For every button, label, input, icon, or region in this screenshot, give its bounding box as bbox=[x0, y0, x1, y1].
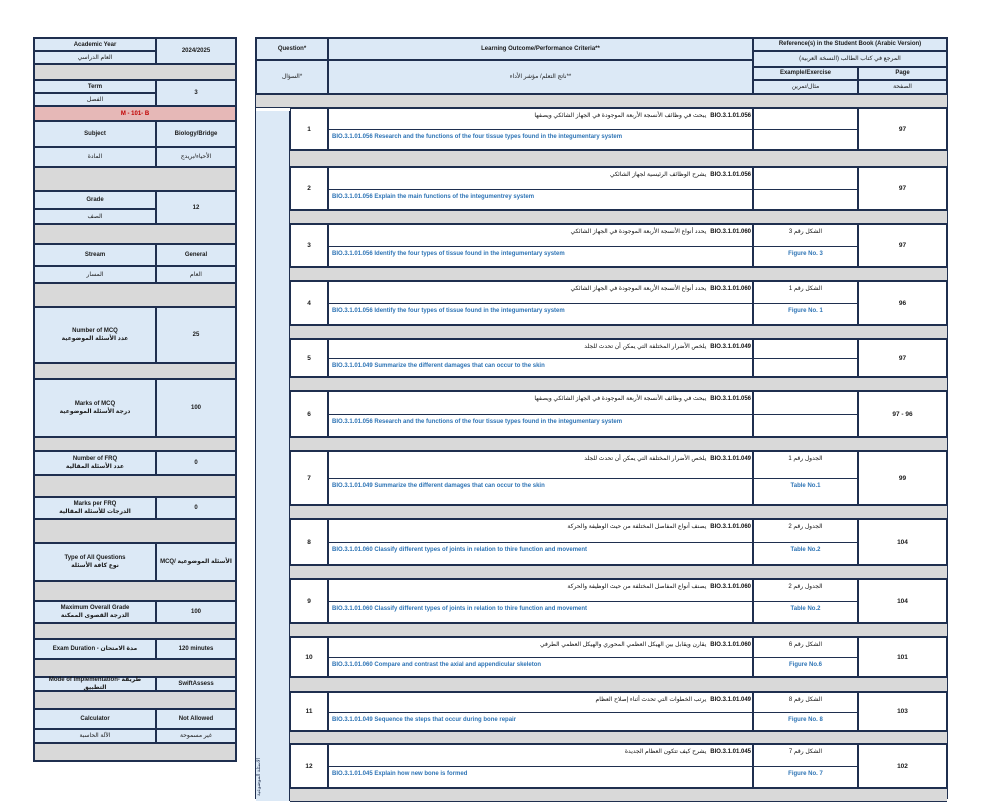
question-number: 9 bbox=[307, 597, 311, 605]
example-arabic: الشكل رقم 1 bbox=[788, 286, 823, 292]
outcome-arabic-text: يشرح كيف تتكون العظام الجديدة bbox=[624, 749, 707, 755]
example-divider bbox=[753, 189, 858, 190]
header-reference-ar: المرجع في كتاب الطالب (النسخة العربية) bbox=[753, 51, 947, 67]
mcq-count-label-en: Number of MCQ bbox=[72, 328, 118, 334]
question-number: 2 bbox=[307, 185, 311, 192]
outcome-english: BIO.3.1.01.056 Research and the functions of the four tissue types found in the integumentary system bbox=[332, 419, 623, 425]
outcome-arabic bbox=[571, 228, 751, 235]
academic-year-label: Academic Year bbox=[34, 38, 156, 51]
header-outcome-ar: ناتج التعلم/ مؤشر الأداء** bbox=[328, 60, 753, 94]
max-grade-label bbox=[34, 601, 156, 623]
example-divider bbox=[753, 358, 858, 359]
separator bbox=[290, 677, 947, 692]
example-arabic: الشكل رقم 3 bbox=[788, 229, 823, 235]
outcome-code: BIO.3.1.01.060 bbox=[710, 524, 751, 530]
stream-value-ar: العام bbox=[156, 266, 236, 283]
page-number: 104 bbox=[897, 538, 908, 546]
page-number: 97 bbox=[898, 354, 907, 362]
separator bbox=[290, 565, 947, 579]
outcome-arabic-text: يلخص الأضرار المختلفة التي يمكن أن تحدث للجلد bbox=[584, 456, 707, 462]
outcome-arabic bbox=[584, 455, 751, 462]
outcome-english: BIO.3.1.01.049 Sequence the steps that occur during bone repair bbox=[332, 717, 517, 723]
calculator-value-ar: غير مسموحة bbox=[156, 729, 236, 743]
grade-label: Grade bbox=[34, 191, 156, 209]
header-example-ar: مثال/تمرين bbox=[753, 80, 858, 94]
separator bbox=[290, 505, 947, 519]
outcome-arabic-text: يبحث في وظائف الأنسجة الأربعة الموجودة في الجهاز الشائكي ويصفها bbox=[534, 113, 707, 119]
outcome-english: BIO.3.1.01.049 Summarize the different damages that can occur to the skin bbox=[332, 363, 545, 369]
example-divider bbox=[753, 657, 858, 658]
outcome-arabic bbox=[534, 112, 751, 119]
outcome-divider bbox=[328, 478, 753, 479]
academic-year-value: 2024/2025 bbox=[156, 38, 236, 64]
mcq-count-label-ar: عدد الأسئلة الموضوعية bbox=[61, 336, 129, 342]
outcome-arabic-text: يصنف أنواع المفاصل المختلفة من حيث الوظيفة والحركة bbox=[567, 584, 707, 590]
duration-value: 120 minutes bbox=[156, 639, 236, 659]
outcome-arabic-text: يشرح الوظائف الرئيسية لجهاز الشائكي bbox=[609, 172, 707, 178]
example-english: Figure No. 8 bbox=[788, 717, 823, 723]
section-sidebar-label: الأسئلة الموضوعية bbox=[256, 757, 262, 796]
duration-label: Exam Duration - مدة الامتحان bbox=[34, 639, 156, 659]
frq-count-label-en: Number of FRQ bbox=[72, 456, 118, 462]
outcome-english: BIO.3.1.01.060 Compare and contrast the axial and appendicular skeleton bbox=[332, 662, 542, 668]
outcome-english: BIO.3.1.01.056 Research and the functions of the four tissue types found in the integumentary system bbox=[332, 134, 623, 140]
question-number: 4 bbox=[307, 299, 311, 307]
outcome-divider bbox=[328, 542, 753, 543]
outcome-arabic-text: يحدد أنواع الأنسجة الأربعة الموجودة في الجهاز الشائكي bbox=[570, 286, 707, 292]
separator bbox=[34, 363, 236, 379]
frq-marks-label-en: Marks per FRQ bbox=[73, 501, 117, 507]
outcome-english: BIO.3.1.01.045 Explain how new bone is formed bbox=[332, 771, 468, 777]
exam-info-table bbox=[33, 37, 237, 762]
example-divider bbox=[753, 766, 858, 767]
learning-outcomes-table bbox=[255, 37, 948, 799]
example-english: Figure No. 7 bbox=[788, 771, 823, 777]
mcq-count-label bbox=[34, 307, 156, 363]
subject-value-ar: الأحياء/بريدج bbox=[156, 147, 236, 167]
outcome-code: BIO.3.1.01.056 bbox=[710, 113, 751, 119]
separator bbox=[290, 325, 947, 339]
separator bbox=[290, 623, 947, 637]
separator bbox=[34, 437, 236, 451]
question-number: 1 bbox=[307, 125, 311, 133]
term-label: Term bbox=[34, 80, 156, 93]
header-question: Question* bbox=[256, 38, 328, 60]
separator bbox=[290, 150, 947, 167]
header-reference: Reference(s) in the Student Book (Arabic Version) bbox=[753, 38, 947, 51]
page-number: 97 bbox=[898, 125, 907, 133]
example-divider bbox=[753, 129, 858, 130]
separator bbox=[34, 64, 236, 80]
header-page: Page bbox=[858, 67, 947, 80]
page-number: 102 bbox=[897, 762, 908, 770]
example-divider bbox=[753, 246, 858, 247]
separator bbox=[34, 475, 236, 497]
outcome-arabic bbox=[584, 343, 751, 350]
question-type-label-ar: نوع كافة الأسئلة bbox=[71, 563, 119, 569]
mcq-marks-value: 100 bbox=[156, 379, 236, 437]
question-number: 8 bbox=[307, 538, 311, 546]
example-english: Figure No. 3 bbox=[788, 251, 823, 257]
outcome-arabic-text: يصنف أنواع المفاصل المختلفة من حيث الوظيفة والحركة bbox=[567, 524, 707, 530]
outcome-arabic bbox=[610, 171, 751, 178]
page-number: 97 bbox=[898, 185, 907, 192]
outcome-english: BIO.3.1.01.056 Explain the main functions of the integumentrey system bbox=[332, 194, 535, 200]
outcome-arabic-text: يقارن ويقابل بين الهيكل العظمي المحوري والهيكل العظمي الطرفي bbox=[539, 642, 707, 648]
outcome-arabic bbox=[596, 696, 751, 703]
separator bbox=[34, 224, 236, 244]
separator bbox=[34, 167, 236, 191]
separator bbox=[290, 437, 947, 451]
question-number: 12 bbox=[305, 762, 313, 770]
frq-count-value: 0 bbox=[156, 451, 236, 475]
separator bbox=[34, 691, 236, 709]
outcome-arabic bbox=[540, 641, 751, 648]
outcome-code: BIO.3.1.01.056 bbox=[710, 396, 751, 402]
outcome-divider bbox=[328, 303, 753, 304]
example-divider bbox=[753, 712, 858, 713]
max-grade-value: 100 bbox=[156, 601, 236, 623]
calculator-label-ar: الآلة الحاسبة bbox=[34, 729, 156, 743]
page-number: 104 bbox=[897, 597, 908, 605]
outcome-english: BIO.3.1.01.056 Identify the four types of tissue found in the integumentary system bbox=[332, 251, 565, 257]
outcome-english: BIO.3.1.01.060 Classify different types of joints in relation to thire function and movement bbox=[332, 606, 588, 612]
outcome-arabic-text: يحدد أنواع الأنسجة الأربعة الموجودة في الجهاز الشائكي bbox=[570, 229, 707, 235]
example-divider bbox=[753, 414, 858, 415]
outcome-arabic-text: يرتب الخطوات التي تحدث أثناء إصلاح العظام bbox=[595, 697, 707, 703]
separator bbox=[290, 377, 947, 391]
example-divider bbox=[753, 542, 858, 543]
mcq-marks-label bbox=[34, 379, 156, 437]
example-arabic: الشكل رقم 7 bbox=[788, 749, 823, 755]
grade-value: 12 bbox=[156, 191, 236, 224]
subject-value: Biology/Bridge bbox=[156, 121, 236, 147]
separator bbox=[256, 94, 947, 108]
section-sidebar bbox=[256, 111, 290, 801]
example-english: Table No.2 bbox=[790, 606, 821, 612]
frq-marks-label-ar: الدرجات للأسئلة المقالية bbox=[59, 509, 131, 515]
subject-label-ar: المادة bbox=[34, 147, 156, 167]
page-number: 103 bbox=[897, 708, 908, 715]
question-number: 11 bbox=[305, 708, 313, 715]
separator bbox=[34, 659, 236, 677]
example-arabic: الجدول رقم 2 bbox=[788, 584, 823, 590]
academic-year-label-ar: العام الدراسي bbox=[34, 51, 156, 64]
mcq-count-value: 25 bbox=[156, 307, 236, 363]
course-code: M - 101- B bbox=[34, 106, 236, 121]
header-outcome: Learning Outcome/Performance Criteria** bbox=[328, 38, 753, 60]
separator bbox=[290, 267, 947, 281]
separator bbox=[290, 731, 947, 744]
example-divider bbox=[753, 478, 858, 479]
example-english: Figure No. 1 bbox=[788, 308, 823, 314]
mode-value: SwiftAssess bbox=[156, 677, 236, 691]
frq-count-label bbox=[34, 451, 156, 475]
separator bbox=[290, 210, 947, 224]
question-type-label bbox=[34, 543, 156, 581]
separator bbox=[34, 519, 236, 543]
example-arabic: الشكل رقم 6 bbox=[788, 642, 823, 648]
stream-label: Stream bbox=[34, 244, 156, 266]
example-divider bbox=[753, 303, 858, 304]
example-arabic: الجدول رقم 1 bbox=[788, 456, 823, 462]
page-number: 99 bbox=[898, 474, 907, 482]
calculator-label: Calculator bbox=[34, 709, 156, 729]
page-number: 96 bbox=[898, 299, 907, 307]
outcome-arabic bbox=[567, 583, 751, 590]
question-number: 3 bbox=[307, 242, 311, 249]
example-english: Figure No.6 bbox=[788, 662, 822, 668]
term-value: 3 bbox=[156, 80, 236, 106]
outcome-divider bbox=[328, 189, 753, 190]
outcome-arabic-text: يبحث في وظائف الأنسجة الأربعة الموجودة في الجهاز الشائكي ويصفها bbox=[534, 396, 707, 402]
outcome-english: BIO.3.1.01.060 Classify different types of joints in relation to thire function and movement bbox=[332, 547, 588, 553]
stream-value: General bbox=[156, 244, 236, 266]
question-type-value: MCQ/ الأسئلة الموضوعية bbox=[156, 543, 236, 581]
calculator-value: Not Allowed bbox=[156, 709, 236, 729]
outcome-english: BIO.3.1.01.049 Summarize the different damages that can occur to the skin bbox=[332, 483, 545, 489]
example-arabic: الشكل رقم 8 bbox=[788, 697, 823, 703]
mcq-marks-label-ar: درجة الأسئلة الموضوعية bbox=[59, 409, 131, 415]
question-number: 6 bbox=[307, 410, 311, 418]
separator bbox=[34, 743, 236, 761]
outcome-divider bbox=[328, 246, 753, 247]
header-page-ar: الصفحة bbox=[858, 80, 947, 94]
outcome-code: BIO.3.1.01.049 bbox=[710, 697, 751, 703]
outcome-code: BIO.3.1.01.060 bbox=[710, 229, 751, 235]
outcome-arabic bbox=[571, 285, 751, 292]
page-number: 101 bbox=[897, 653, 908, 661]
outcome-arabic-text: يلخص الأضرار المختلفة التي يمكن أن تحدث للجلد bbox=[584, 344, 707, 350]
question-type-label-en: Type of All Questions bbox=[64, 555, 126, 561]
stream-label-ar: المسار bbox=[34, 266, 156, 283]
frq-marks-value: 0 bbox=[156, 497, 236, 519]
outcome-code: BIO.3.1.01.045 bbox=[710, 749, 751, 755]
page-number: 97 - 96 bbox=[892, 410, 913, 418]
example-english: Table No.1 bbox=[790, 483, 821, 489]
outcome-english: BIO.3.1.01.056 Identify the four types of tissue found in the integumentary system bbox=[332, 308, 565, 314]
separator bbox=[290, 788, 947, 802]
outcome-divider bbox=[328, 129, 753, 130]
mcq-marks-label-en: Marks of MCQ bbox=[74, 401, 116, 407]
max-grade-label-en: Maximum Overall Grade bbox=[60, 605, 130, 611]
question-number: 7 bbox=[307, 474, 311, 482]
outcome-divider bbox=[328, 601, 753, 602]
outcome-divider bbox=[328, 657, 753, 658]
example-english: Table No.2 bbox=[790, 547, 821, 553]
question-number: 10 bbox=[305, 653, 313, 661]
outcome-code: BIO.3.1.01.056 bbox=[710, 172, 751, 178]
mode-label: Mode of Implementation- طريقة التطبيق bbox=[34, 677, 156, 691]
outcome-arabic bbox=[534, 395, 751, 402]
max-grade-label-ar: الدرجة القصوى الممكنة bbox=[60, 613, 130, 619]
outcome-code: BIO.3.1.01.049 bbox=[710, 344, 751, 350]
frq-count-label-ar: عدد الأسئلة المقالية bbox=[65, 464, 125, 470]
grade-label-ar: الصف bbox=[34, 209, 156, 224]
example-arabic: الجدول رقم 2 bbox=[788, 524, 823, 530]
outcome-arabic bbox=[567, 523, 751, 530]
page-number: 97 bbox=[898, 242, 907, 249]
example-divider bbox=[753, 601, 858, 602]
frq-marks-label bbox=[34, 497, 156, 519]
outcome-code: BIO.3.1.01.060 bbox=[710, 286, 751, 292]
separator bbox=[34, 623, 236, 639]
outcome-code: BIO.3.1.01.060 bbox=[710, 642, 751, 648]
outcome-divider bbox=[328, 414, 753, 415]
outcome-divider bbox=[328, 766, 753, 767]
separator bbox=[34, 283, 236, 307]
header-example: Example/Exercise bbox=[753, 67, 858, 80]
term-label-ar: الفصل bbox=[34, 93, 156, 106]
outcome-divider bbox=[328, 712, 753, 713]
subject-label: Subject bbox=[34, 121, 156, 147]
header-question-ar: السؤال* bbox=[256, 60, 328, 94]
outcome-code: BIO.3.1.01.060 bbox=[710, 584, 751, 590]
outcome-divider bbox=[328, 358, 753, 359]
outcome-code: BIO.3.1.01.049 bbox=[710, 456, 751, 462]
separator bbox=[34, 581, 236, 601]
outcome-arabic bbox=[625, 748, 751, 755]
question-number: 5 bbox=[307, 354, 311, 362]
